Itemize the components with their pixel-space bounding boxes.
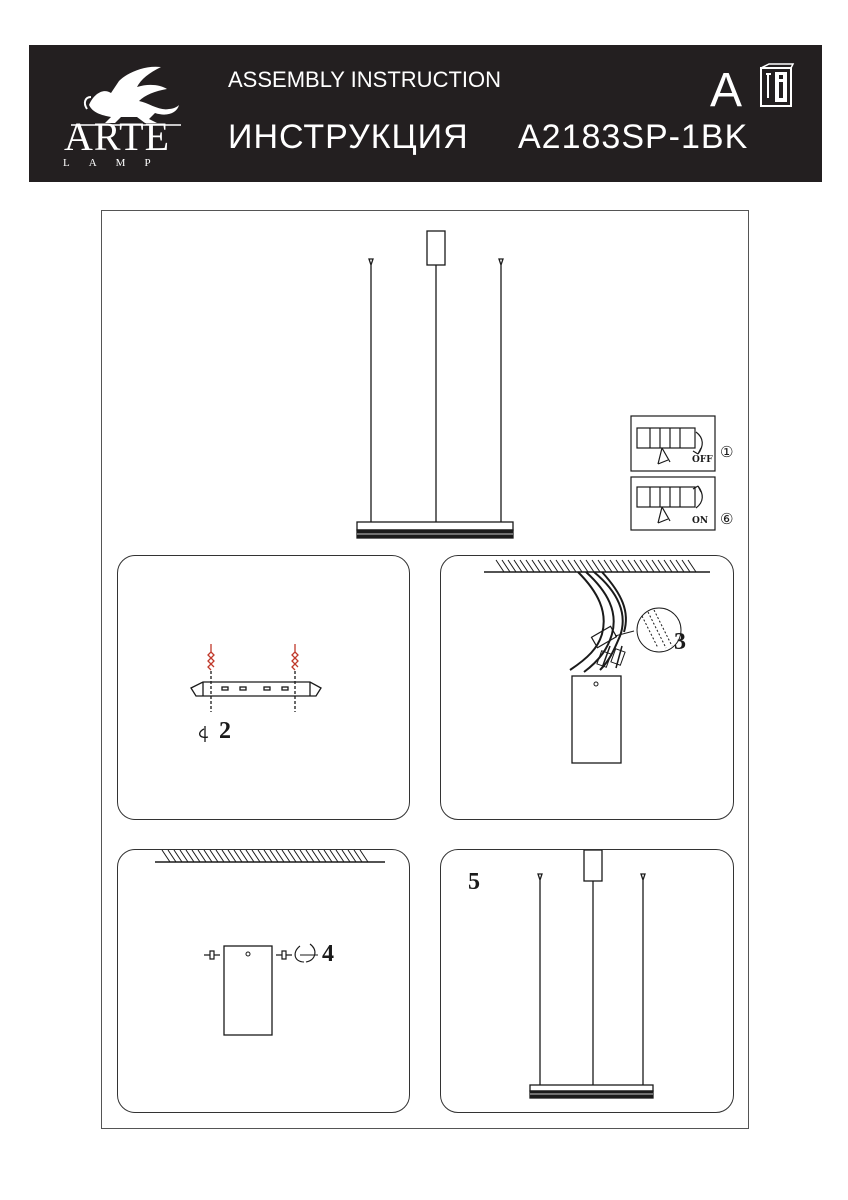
off-label: OFF [692,455,713,465]
step-2-number: 2 [219,718,231,744]
brand-name: ARTE [64,114,171,159]
language-letter: A [710,64,743,117]
brand-subtitle: LAMP [63,157,170,169]
on-label: ON [692,516,709,526]
panel-step-3 [440,555,734,820]
on-step-number: ⑥ [720,510,734,528]
overview-lamp [357,231,513,538]
step-4-number: 4 [322,941,334,967]
title-russian: ИНСТРУКЦИЯ [228,118,469,156]
title-english: ASSEMBLY INSTRUCTION [228,67,502,92]
step-3-number: 3 [674,629,686,655]
step-5-number: 5 [468,869,480,895]
panel-step-4 [117,849,410,1113]
model-number: A2183SP-1BK [518,118,749,156]
off-step-number: ① [720,443,734,461]
panel-step-5 [440,849,734,1113]
panel-step-2 [117,555,410,820]
